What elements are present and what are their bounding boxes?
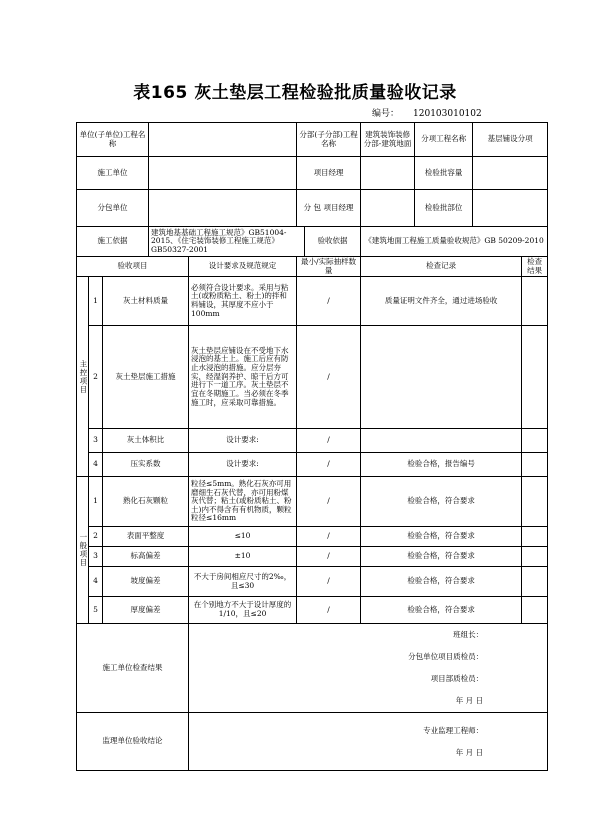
supervision-row — [77, 713, 548, 771]
row-sample: / — [297, 277, 361, 326]
table-row — [77, 326, 548, 429]
row-sample: / — [297, 527, 361, 547]
row-no: 3 — [89, 547, 103, 567]
table-row — [77, 597, 548, 624]
accept-basis-label: 验收依据 — [305, 227, 361, 257]
basis-value: 建筑地基基础工程施工规范》GB51004-2015、《住宅装饰装修工程施工规范》GB50327-2001 — [149, 227, 305, 257]
row-item-name: 熟化石灰颗粒 — [103, 477, 189, 527]
row-record: 检验合格，符合要求 — [361, 567, 522, 597]
row-result[interactable] — [522, 453, 548, 477]
row-design: 设计要求: — [189, 453, 297, 477]
row-record: 质量证明文件齐全，通过进场验收 — [361, 277, 522, 326]
col-design: 设计要求及规范规定 — [189, 257, 297, 277]
row-result[interactable] — [522, 429, 548, 453]
row-item-name: 表面平整度 — [103, 527, 189, 547]
row-design: ≤10 — [189, 527, 297, 547]
row-result[interactable] — [522, 527, 548, 547]
row-item-name: 灰土材料质量 — [103, 277, 189, 326]
team-leader-label: 班组长： — [453, 630, 484, 639]
row-no: 1 — [89, 277, 103, 326]
col-sample: 最小/实际抽样数量 — [297, 257, 361, 277]
batch-capacity-label: 检验批容量 — [415, 157, 473, 190]
row-sample: / — [297, 429, 361, 453]
row-result[interactable] — [522, 326, 548, 429]
supervision-label: 监理单位验收结论 — [77, 713, 189, 771]
row-sample: / — [297, 547, 361, 567]
doc-number-value: 120103010102 — [413, 109, 482, 119]
row-design: 在个别地方不大于设计厚度的1/10，且≤20 — [189, 597, 297, 624]
quality-officer-label: 分包单位项目质检员： — [408, 652, 484, 661]
basis-label: 施工依据 — [77, 227, 149, 257]
construction-check-signatures[interactable] — [189, 624, 548, 713]
row-result[interactable] — [522, 597, 548, 624]
table-row — [77, 547, 548, 567]
table-row — [77, 567, 548, 597]
row-record: 检验合格，符合要求 — [361, 527, 522, 547]
construction-check-row — [77, 624, 548, 713]
item-project-value[interactable]: 基层铺设分项 — [473, 123, 548, 157]
unit-project-value[interactable] — [149, 123, 297, 157]
main-group-label: 主控项目 — [77, 277, 89, 477]
row-no: 2 — [89, 326, 103, 429]
row-record — [361, 326, 522, 429]
project-officer-label: 项目部质检员： — [430, 674, 484, 683]
doc-number-label: 编号： — [372, 109, 400, 119]
row-no: 1 — [89, 477, 103, 527]
row-no: 2 — [89, 527, 103, 547]
row-record: 检验合格，符合要求 — [361, 477, 522, 527]
supervision-date: 年 月 日 — [455, 747, 484, 757]
page-title: 表165 灰土垫层工程检验批质量验收记录 — [133, 83, 457, 103]
row-item-name: 灰土垫层施工措施 — [103, 326, 189, 429]
subcontractor-label: 分包单位 — [77, 190, 149, 227]
pm-label: 项目经理 — [297, 157, 361, 190]
row-design: 设计要求: — [189, 429, 297, 453]
sub-project-value[interactable]: 建筑装饰装修分部-建筑地面 — [361, 123, 415, 157]
row-no: 5 — [89, 597, 103, 624]
row-result[interactable] — [522, 547, 548, 567]
supervision-signatures[interactable] — [189, 713, 548, 771]
row-sample: / — [297, 326, 361, 429]
col-result: 检查结果 — [522, 257, 548, 277]
row-item-name: 坡度偏差 — [103, 567, 189, 597]
unit-project-label: 单位(子单位)工程名称 — [77, 123, 149, 157]
row-record — [361, 429, 522, 453]
row-result[interactable] — [522, 277, 548, 326]
row-sample: / — [297, 597, 361, 624]
row-design: 不大于房间相应尺寸的2‰，且≤30 — [189, 567, 297, 597]
row-design: ±10 — [189, 547, 297, 567]
row-sample: / — [297, 477, 361, 527]
row-design: 粒径≤5mm。熟化石灰亦可用磨细生石灰代替，亦可用粉煤灰代替；粘土(或粉质粘土、粉土)内不得含有有机物质，颗粒粒径≤16mm — [189, 477, 297, 527]
row-sample: / — [297, 567, 361, 597]
row-item-name: 压实系数 — [103, 453, 189, 477]
row-item-name: 灰土体积比 — [103, 429, 189, 453]
constructor-value[interactable] — [149, 157, 297, 190]
table-row — [77, 527, 548, 547]
inspection-record-table — [76, 122, 548, 771]
sub-pm-label: 分 包 项目经理 — [297, 190, 361, 227]
subcontractor-value[interactable] — [149, 190, 297, 227]
construction-check-label: 施工单位检查结果 — [77, 624, 189, 713]
row-item-name: 厚度偏差 — [103, 597, 189, 624]
row-item-name: 标高偏差 — [103, 547, 189, 567]
table-row — [77, 277, 548, 326]
table-row — [77, 453, 548, 477]
construction-date: 年 月 日 — [455, 696, 484, 705]
constructor-label: 施工单位 — [77, 157, 149, 190]
pm-value[interactable] — [361, 157, 415, 190]
item-project-label: 分项工程名称 — [415, 123, 473, 157]
batch-part-label: 检验批部位 — [415, 190, 473, 227]
row-record: 检验合格，报告编号 — [361, 453, 522, 477]
row-no: 4 — [89, 453, 103, 477]
sub-project-label: 分部(子分部)工程名称 — [297, 123, 361, 157]
row-design: 灰土垫层应铺设在不受地下水浸泡的基土上。施工后应有防止水浸泡的措施。应分层夯实，经湿润养护、晾干后方可进行下一道工序。灰土垫层不宜在冬期施工。当必须在冬季施工时，应采取可靠措施。 — [189, 326, 297, 429]
batch-part-value[interactable] — [473, 190, 548, 227]
row-no: 4 — [89, 567, 103, 597]
engineer-label: 专业监理工程师： — [423, 725, 484, 735]
row-result[interactable] — [522, 567, 548, 597]
row-no: 3 — [89, 429, 103, 453]
batch-capacity-value[interactable] — [473, 157, 548, 190]
col-record: 检查记录 — [361, 257, 522, 277]
general-group-label: 一般项目 — [77, 477, 89, 624]
accept-basis-value: 《建筑地面工程施工质量验收规范》GB 50209-2010 — [361, 227, 548, 257]
table-row — [77, 477, 548, 527]
sub-pm-value[interactable] — [361, 190, 415, 227]
row-sample: / — [297, 453, 361, 477]
row-design: 必须符合设计要求。采用与粘土(或粉质粘土、粉土)的拌和料铺设，其厚度不应小于100mm — [189, 277, 297, 326]
doc-number — [372, 106, 482, 119]
row-result[interactable] — [522, 477, 548, 527]
col-item: 验收项目 — [77, 257, 189, 277]
row-record: 检验合格，符合要求 — [361, 597, 522, 624]
row-record: 检验合格，符合要求 — [361, 547, 522, 567]
table-row — [77, 429, 548, 453]
